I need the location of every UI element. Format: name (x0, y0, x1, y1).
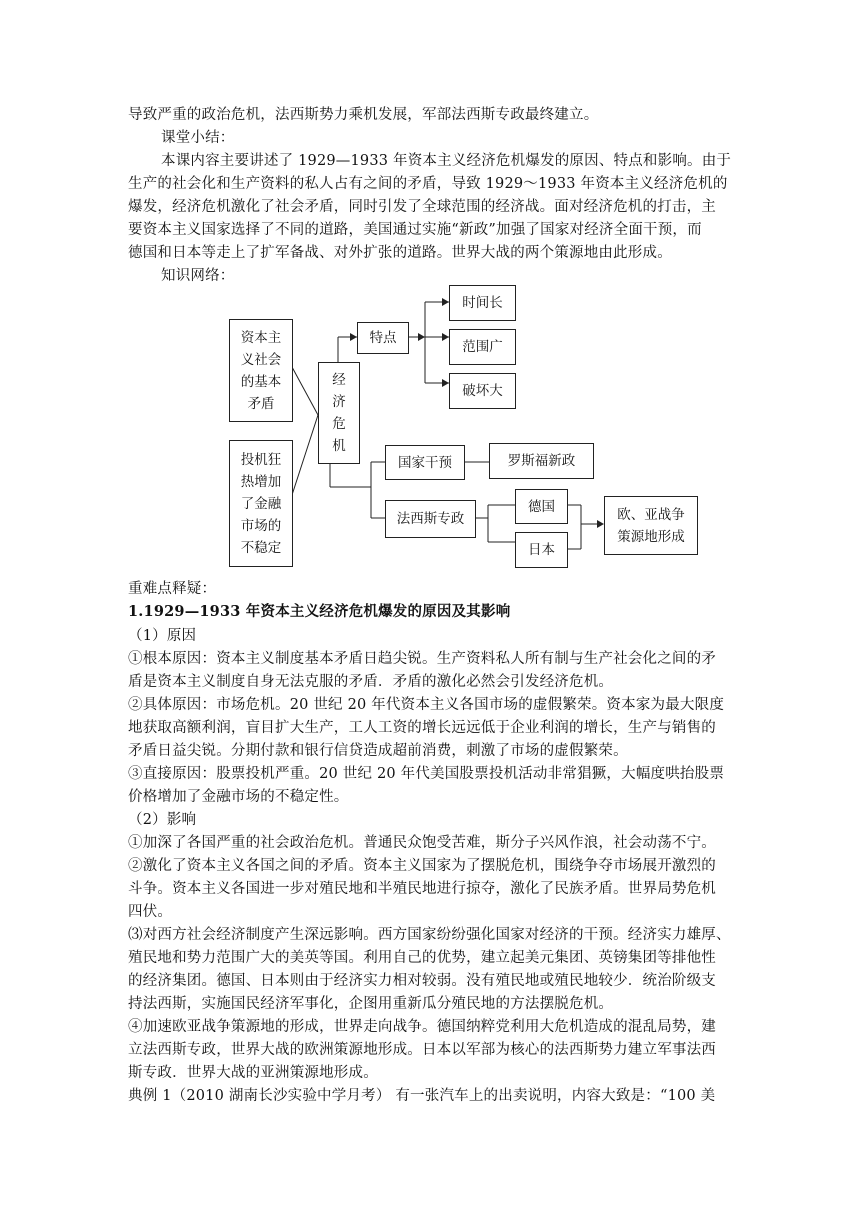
feature-wide-scope-box (449, 329, 516, 365)
paragraph-line: 本课内容主要讲述了 1929—1933 年资本主义经济危机爆发的原因、特点和影响。由于 (161, 153, 732, 169)
box-text: 策源地形成 (617, 528, 685, 545)
box-text: 破坏大 (462, 383, 503, 399)
network-heading: 知识网络： (161, 268, 235, 284)
features-box (357, 322, 409, 354)
paragraph-line: 斯专政．世界大战的亚洲策源地形成。 (128, 1065, 378, 1081)
section-title: 1.1929—1933 年资本主义经济危机爆发的原因及其影响 (128, 603, 511, 620)
feature-long-duration-box (449, 285, 516, 321)
box-text: 不稳定 (240, 539, 282, 556)
cause-speculation-box (229, 440, 293, 567)
paragraph-line: 四伏。 (128, 904, 173, 920)
box-text: 法西斯专政 (396, 511, 465, 527)
difficulty-heading: 重难点释疑： (128, 581, 217, 597)
box-text: 德国 (528, 498, 555, 515)
paragraph-line: 殖民地和势力范围广大的美英等国。利用自己的优势，建立起美元集团、英镑集团等排他性 (128, 950, 716, 966)
paragraph-line: 持法西斯，实施国民经济军事化，企图用重新瓜分殖民地的方法摆脱危机。 (128, 996, 614, 1012)
box-text: 经 (332, 372, 346, 388)
economic-crisis-box (318, 362, 360, 464)
box-text: 的基本 (240, 373, 282, 390)
box-text: 矛盾 (247, 395, 275, 412)
war-sources-box (604, 496, 698, 555)
box-text: 资本主 (240, 329, 282, 346)
paragraph-line: 价格增加了金融市场的不稳定性。 (128, 789, 349, 805)
box-text: 危 (332, 416, 346, 432)
japan-box (515, 532, 568, 568)
fascism-box (385, 500, 476, 538)
feature-destructive-box (449, 373, 516, 409)
box-text: 时间长 (462, 295, 503, 311)
paragraph-line: 地获取高额利润，盲目扩大生产，工人工资的增长远远低于企业利润的增长，生产与销售的 (128, 720, 716, 736)
box-text: 日本 (528, 542, 555, 558)
germany-box (515, 489, 568, 524)
new-deal-box (489, 443, 594, 479)
box-text: 国家干预 (398, 454, 452, 471)
box-text: 了金融 (240, 495, 282, 512)
box-text: 机 (332, 438, 346, 454)
paragraph-line: （1）原因 (128, 628, 197, 644)
paragraph-line: ②激化了资本主义各国之间的矛盾。资本主义国家为了摆脱危机，围绕争夺市场展开激烈的 (128, 858, 716, 874)
paragraph-line: 矛盾日益尖锐。分期付款和银行信贷造成超前消费，刺激了市场的虚假繁荣。 (128, 743, 628, 759)
box-text: 欧、亚战争 (617, 506, 685, 523)
paragraph-line: ①加深了各国严重的社会政治危机。普通民众饱受苦难，斯分子兴风作浪，社会动荡不宁。 (128, 835, 716, 851)
paragraph-line: 盾是资本主义制度自身无法克服的矛盾．矛盾的激化必然会引发经济危机。 (128, 674, 614, 690)
paragraph-line: 德国和日本等走上了扩军备战、对外扩张的道路。世界大战的两个策源地由此形成。 (128, 245, 672, 261)
paragraph-line: 立法西斯专政，世界大战的欧洲策源地形成。日本以军部为核心的法西斯势力建立军事法西 (128, 1042, 716, 1058)
state-intervention-box (385, 445, 465, 480)
box-text: 义社会 (240, 351, 282, 368)
box-text: 热增加 (240, 473, 282, 490)
box-text: 投机狂 (240, 451, 282, 468)
paragraph-line: （2）影响 (128, 812, 197, 828)
box-text: 济 (332, 394, 346, 410)
cause-basic-contradiction-box (229, 319, 293, 422)
paragraph-line: ③直接原因：股票投机严重。20 世纪 20 年代美国股票投机活动非常猖獗，大幅度哄抬股票 (128, 766, 725, 782)
paragraph-line: 的经济集团。德国、日本则由于经济实力相对较弱。没有殖民地或殖民地较少．统治阶级支 (128, 973, 716, 989)
paragraph-line: 要资本主义国家选择了不同的道路，美国通过实施“新政”加强了国家对经济全面干预，而 (128, 222, 702, 238)
paragraph-line: 典例 1（2010 湖南长沙实验中学月考） 有一张汽车上的出卖说明，内容大致是：“100 美 (128, 1088, 716, 1104)
paragraph-line: ⑶对西方社会经济制度产生深远影响。西方国家纷纷强化国家对经济的干预。经济实力雄厚、 (128, 927, 731, 943)
paragraph-line: 导致严重的政治危机，法西斯势力乘机发展，军部法西斯专政最终建立。 (128, 107, 599, 123)
paragraph-line: ④加速欧亚战争策源地的形成，世界走向战争。德国纳粹党利用大危机造成的混乱局势，建 (128, 1019, 716, 1035)
paragraph-line: 斗争。资本主义各国进一步对殖民地和半殖民地进行掠夺，激化了民族矛盾。世界局势危机 (128, 881, 716, 897)
paragraph-line: ①根本原因：资本主义制度基本矛盾日趋尖锐。生产资料私人所有制与生产社会化之间的矛 (128, 651, 716, 667)
paragraph-line: 爆发，经济危机激化了社会矛盾，同时引发了全球范围的经济战。面对经济危机的打击，主 (128, 199, 716, 215)
paragraph-line: ②具体原因：市场危机。20 世纪 20 年代资本主义各国市场的虚假繁荣。资本家为最大限度 (128, 697, 725, 713)
box-text: 特点 (369, 330, 397, 346)
paragraph-line: 生产的社会化和生产资料的私人占有之间的矛盾，导致 1929～1933 年资本主义经济危机的 (128, 176, 728, 192)
box-text: 范围广 (462, 339, 503, 355)
box-text: 罗斯福新政 (507, 453, 576, 469)
box-text: 市场的 (240, 517, 282, 534)
summary-heading: 课堂小结： (161, 130, 235, 146)
